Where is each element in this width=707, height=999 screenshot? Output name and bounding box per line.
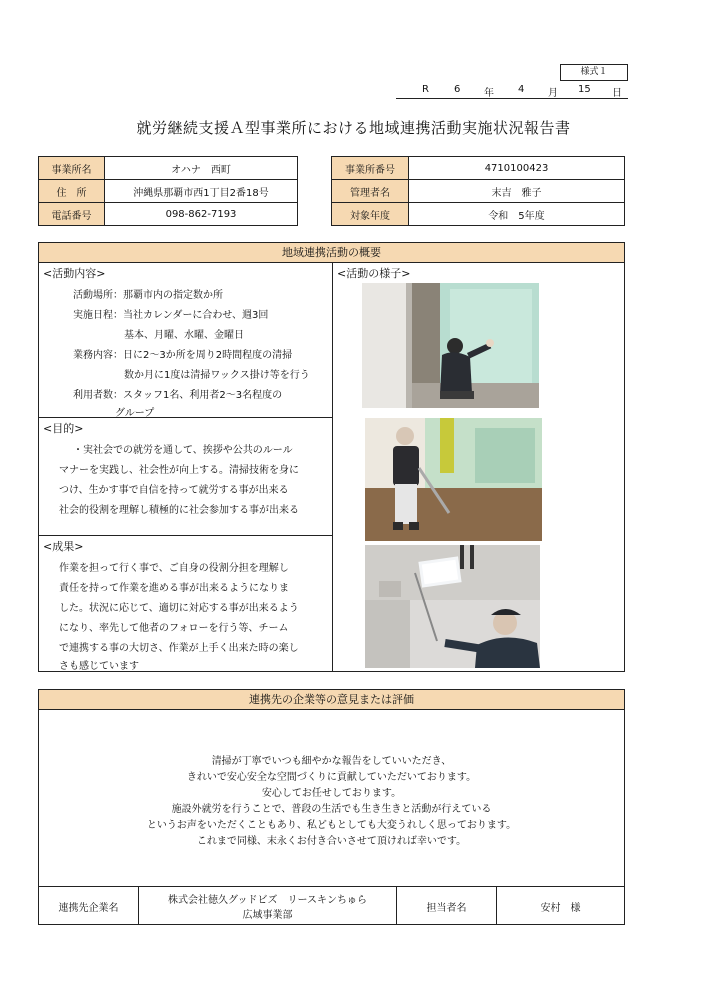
management-info-table bbox=[331, 156, 625, 226]
target-year-label: 対象年度 bbox=[332, 203, 409, 226]
activity-photo-ceiling-cleaning bbox=[365, 545, 540, 668]
partner-company-line: 広域事業部 bbox=[242, 910, 293, 921]
contact-person-name: 安村 様 bbox=[540, 902, 581, 914]
opinion-header: 連携先の企業等の意見または評価 bbox=[39, 690, 624, 710]
office-name: オハナ 西町 bbox=[105, 157, 298, 180]
result-line: した。状況に応じて、適切に対応する事が出来るよう bbox=[59, 603, 299, 614]
content-line: 活動場所：那覇市内の指定数か所 bbox=[73, 290, 223, 301]
result-line: になり、率先して他者のフォローを行う等、チーム bbox=[59, 623, 289, 634]
contact-person-label: 担当者名 bbox=[397, 887, 497, 925]
purpose-line: ・実社会での就労を通して、挨拶や公共のルール bbox=[73, 445, 293, 456]
date-month-unit: 月 bbox=[548, 88, 558, 99]
purpose-line: つけ、生かす事で自信を持って就労する事が出来る bbox=[59, 485, 289, 496]
partner-company-label: 連携先企業名 bbox=[39, 887, 139, 925]
activity-photo-floor-cleaning bbox=[365, 418, 542, 541]
activity-overview-section bbox=[38, 242, 625, 672]
manager-name: 末吉 雅子 bbox=[409, 180, 625, 203]
result-line: 作業を担って行く事で、ご自身の役割分担を理解し bbox=[59, 563, 289, 574]
date-era: R bbox=[422, 84, 429, 95]
manager-label: 管理者名 bbox=[332, 180, 409, 203]
content-line: 基本、月曜、水曜、金曜日 bbox=[124, 330, 244, 341]
date-year: 6 bbox=[454, 84, 461, 95]
phone-label: 電話番号 bbox=[39, 203, 105, 226]
office-name-label: 事業所名 bbox=[39, 157, 105, 180]
activity-photos-label: <活動の様子> bbox=[337, 267, 411, 280]
phone: 098-862-7193 bbox=[105, 203, 298, 226]
result-line: 責任を持って作業を進める事が出来るようになりま bbox=[59, 583, 289, 594]
activity-photo-window-cleaning bbox=[362, 283, 539, 408]
form-number-label: 様式１ bbox=[560, 64, 628, 81]
opinion-line: きれいで安心安全な空間づくりに貢献していただいております。 bbox=[186, 772, 477, 783]
report-date bbox=[396, 82, 628, 99]
content-line: グループ bbox=[115, 408, 155, 419]
address-label: 住 所 bbox=[39, 180, 105, 203]
purpose-line: マナーを実践し、社会性が向上する。清掃技術を身に bbox=[59, 465, 299, 476]
overview-divider bbox=[39, 417, 332, 418]
overview-divider bbox=[332, 263, 333, 671]
date-month: 4 bbox=[518, 84, 525, 95]
opinion-line: というお声をいただくこともあり、私どもとしても大変うれしく思っております。 bbox=[146, 820, 517, 831]
content-line: 利用者数：スタッフ1名、利用者2～3名程度の bbox=[73, 390, 283, 401]
activity-content-label: <活動内容> bbox=[43, 267, 106, 280]
purpose-line: 社会的役割を理解し積極的に社会参加する事が出来る bbox=[59, 505, 299, 516]
content-line: 実施日程：当社カレンダーに合わせ、週3回 bbox=[73, 310, 269, 321]
office-number: 4710100423 bbox=[409, 157, 625, 180]
partner-info-row bbox=[39, 886, 624, 924]
partner-company-line: 株式会社徳久グッドビズ リースキンちゅら bbox=[168, 895, 367, 906]
document-title: 就労継続支援Ａ型事業所における地域連携活動実施状況報告書 bbox=[136, 119, 571, 137]
opinion-line: 施設外就労を行うことで、普段の生活でも生き生きと活動が行えている bbox=[171, 804, 492, 815]
date-year-unit: 年 bbox=[484, 88, 494, 99]
result-line: さも感じています bbox=[59, 661, 139, 672]
overview-divider bbox=[39, 535, 332, 536]
address: 沖縄県那覇市西1丁目2番18号 bbox=[105, 180, 298, 203]
target-year: 令和 5年度 bbox=[409, 203, 625, 226]
opinion-line: 安心してお任せしております。 bbox=[261, 788, 402, 799]
opinion-line: これまで同様、末永くお付き合いさせて頂ければ幸いです。 bbox=[196, 836, 467, 847]
partner-company-name bbox=[139, 887, 397, 925]
content-line: 数か月に1度は清掃ワックス掛け等を行う bbox=[124, 370, 310, 381]
date-day: 15 bbox=[578, 84, 591, 95]
partner-opinion-section bbox=[38, 689, 625, 925]
opinion-line: 清掃が丁寧でいつも細やかな報告をしていいただき、 bbox=[211, 756, 452, 767]
content-line: 業務内容：日に2～3か所を周り2時間程度の清掃 bbox=[73, 350, 293, 361]
overview-header: 地域連携活動の概要 bbox=[39, 243, 624, 263]
purpose-label: <目的> bbox=[43, 422, 84, 435]
date-day-unit: 日 bbox=[612, 88, 622, 99]
office-info-table bbox=[38, 156, 298, 226]
result-label: <成果> bbox=[43, 540, 84, 553]
office-number-label: 事業所番号 bbox=[332, 157, 409, 180]
result-line: で連携する事の大切さ、作業が上手く出来た時の楽し bbox=[59, 643, 299, 654]
